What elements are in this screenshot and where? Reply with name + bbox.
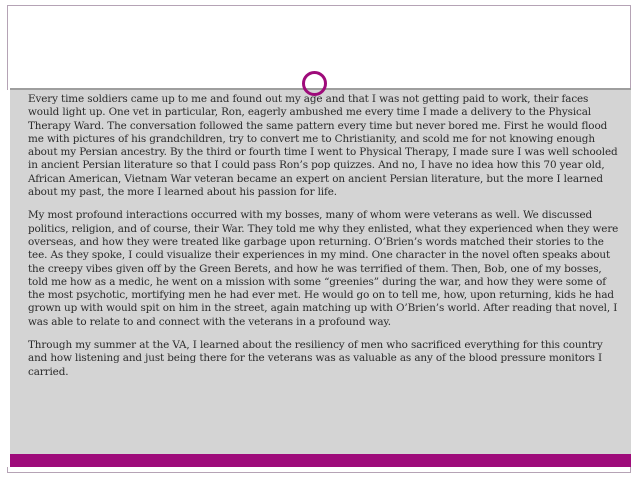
circle-ring-icon — [302, 71, 327, 96]
paragraph-3: Through my summer at the VA, I learned about the resiliency of men who sacrificed everything for this country and how listening and just being there for the veterans was as valuable as any of the blood pressure monitors I carried. — [28, 339, 603, 378]
slide-body-text — [28, 93, 622, 451]
footer-accent-bar — [10, 454, 631, 467]
slide-bottom-frame — [7, 467, 631, 473]
paragraph-1: Every time soldiers came up to me and found out my age and that I was not getting paid to work, their faces would light up. One vet in particular, Ron, eagerly ambushed me every time I made a delivery to the Physical Therapy Ward. The conversation followed the same pattern every time but never bored me. First he would flood me with pictures of his grandchildren, try to convert me to Christianity, and scold me for not knowing enough about my Persian ancestry. By the third or fourth time I went to Physical Therapy, I made sure I was well schooled in ancient Persian literature so that I could pass Ron’s pop quizzes. And no, I have no idea how this 70 year old, African American, Vietnam War veteran became an expert on ancient Persian literature, but the more I learned about my past, the more I learned about his passion for life. — [28, 93, 618, 199]
paragraph-2: My most profound interactions occurred with my bosses, many of whom were veterans as well. We discussed politics, religion, and of course, their War. They told me why they enlisted, what they experienced when they were overseas, and how they were treated like garbage upon returning. O’Brien’s words matched their stories to the tee. As they spoke, I could visualize their experiences in my mind. One character in the novel often speaks about the creepy vibes given off by the Green Berets, and how he was terrified of them. Then, Bob, one of my bosses, told me how as a medic, he went on a mission with some “greenies” during the war, and how they were some of the most psychotic, mortifying men he had ever met. He would go on to tell me, how, upon returning, kids he had grown up with would spit on him in the street, again matching up with O’Brien’s world. After reading that novel, I was able to relate to and connect with the veterans in a profound way. — [28, 209, 619, 328]
